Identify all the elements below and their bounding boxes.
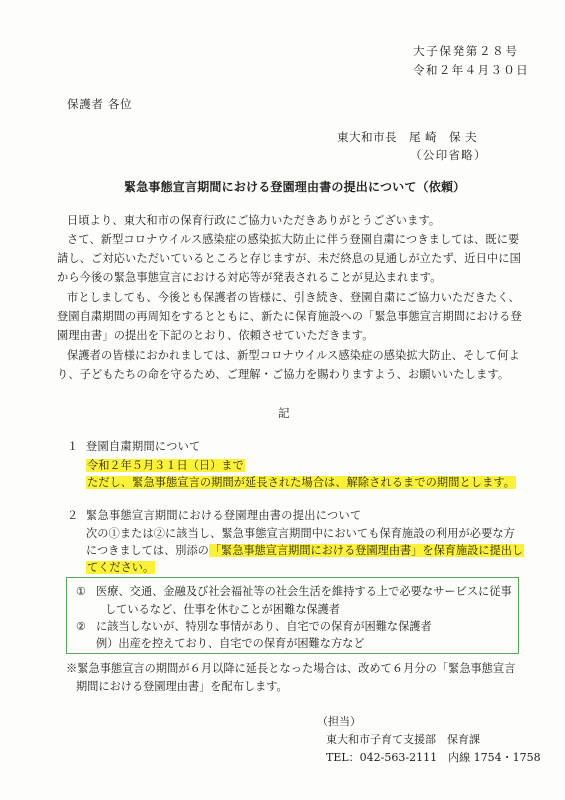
section-1-line-1 [86, 458, 245, 474]
intro-paragraph-3 [57, 288, 522, 346]
intro-line: 園理由書」の提出を下記のとおり、依頼させていただきます。 [57, 329, 374, 343]
section-2-line-2 [86, 543, 524, 559]
intro-line: り、子どもたちの命を守るため、ご理解・ご協力を賜わりますよう、お願いいたします。 [57, 368, 510, 382]
highlight-extension-note: ただし、緊急事態宣言の期間が延長された場合は、解除されるまでの期間とします。 [87, 476, 516, 489]
highlight-submit: てください。 [87, 561, 155, 574]
eligibility-item-2-line-1: に該当しないが、特別な事情があり、自宅での保育が困難な保護者 [96, 620, 432, 633]
document-title: 緊急事態宣言期間における登園理由書の提出について（依頼） [124, 180, 466, 194]
eligibility-item-1-mark: ① [76, 585, 87, 598]
document-number: 大子保発第２８号 [413, 44, 519, 58]
highlight-end-date: 令和２年５月３１日（日）まで [87, 459, 244, 472]
section-2-number: ２ [67, 509, 79, 522]
eligibility-item-1-line-1: 医療、交通、金融及び社会福祉等の社会生活を維持する上で必要なサービスに従事 [96, 585, 512, 598]
contact-phone: TEL：042-563-2111 内線 1754・1758 [326, 751, 541, 764]
intro-line: 日頃より、東大和市の保育行政にご協力いただきありがとうございます。 [67, 214, 441, 227]
eligibility-item-2-mark: ② [76, 620, 87, 633]
section-2-heading: 緊急事態宣言期間における登園理由書の提出について [86, 509, 362, 522]
contact-department: 東大和市子育て支援部 保育課 [326, 733, 480, 746]
intro-line: 市としましても、今後とも保護者の皆様に、引き続き、登園自粛にご協力いただきたく、 [67, 291, 520, 304]
note-line-2: 期間における登園理由書」を配布します。 [76, 680, 288, 693]
intro-line: 保護者の皆様におかれましては、新型コロナウイルス感染症の感染拡大防止、そして何よ [67, 349, 520, 362]
section-2-line-2-text: につきましては、別添の [86, 544, 209, 557]
highlight-form-name: 「緊急事態宣言期間における登園理由書」を保育施設に提出し [209, 544, 524, 557]
intro-line: 登園自粛期間の再周知をするとともに、新たに保育施設への「緊急事態宣言期間における登 [57, 310, 522, 324]
document-date: 令和２年４月３０日 [413, 63, 530, 77]
eligibility-item-1-line-2: しているなど、仕事を休むことが困難な保護者 [105, 603, 340, 616]
intro-paragraph-4 [57, 346, 520, 384]
intro-line: さて、新型コロナウイルス感染症の感染拡大防止に伴う登園自粛につきましては、既に要 [67, 233, 520, 246]
section-1-number: １ [67, 440, 79, 453]
seal-note: （公印省略） [410, 148, 487, 162]
intro-line: 請し、ご対応いただいているところと存じますが、未だ終息の見通しが立たず、近日中に国 [57, 252, 521, 266]
addressee: 保護者 各位 [67, 97, 133, 111]
section-1-heading: 登園自粛期間について [86, 440, 201, 453]
note-line-1: ※緊急事態宣言の期間が６月以降に延長となった場合は、改めて６月分の「緊急事態宣言 [66, 662, 516, 675]
eligibility-item-2-line-2: 例）出産を控えており、自宅での保育が困難な方など [96, 637, 365, 650]
intro-paragraph-2 [57, 230, 521, 288]
section-2-line-1: 次の①または②に該当し、緊急事態宣言期間中においても保育施設の利用が必要な方 [86, 527, 515, 540]
contact-label: （担当） [317, 715, 361, 728]
section-2-line-3 [86, 560, 155, 576]
section-1-line-2 [86, 475, 516, 491]
sender-name: 東大和市長 尾 崎 保 夫 [337, 130, 478, 144]
intro-paragraph-1 [67, 211, 440, 230]
ki-heading: 記 [278, 406, 290, 420]
intro-line: から今後の緊急事態宣言における対応等が発表されることが見込まれます。 [57, 271, 442, 285]
